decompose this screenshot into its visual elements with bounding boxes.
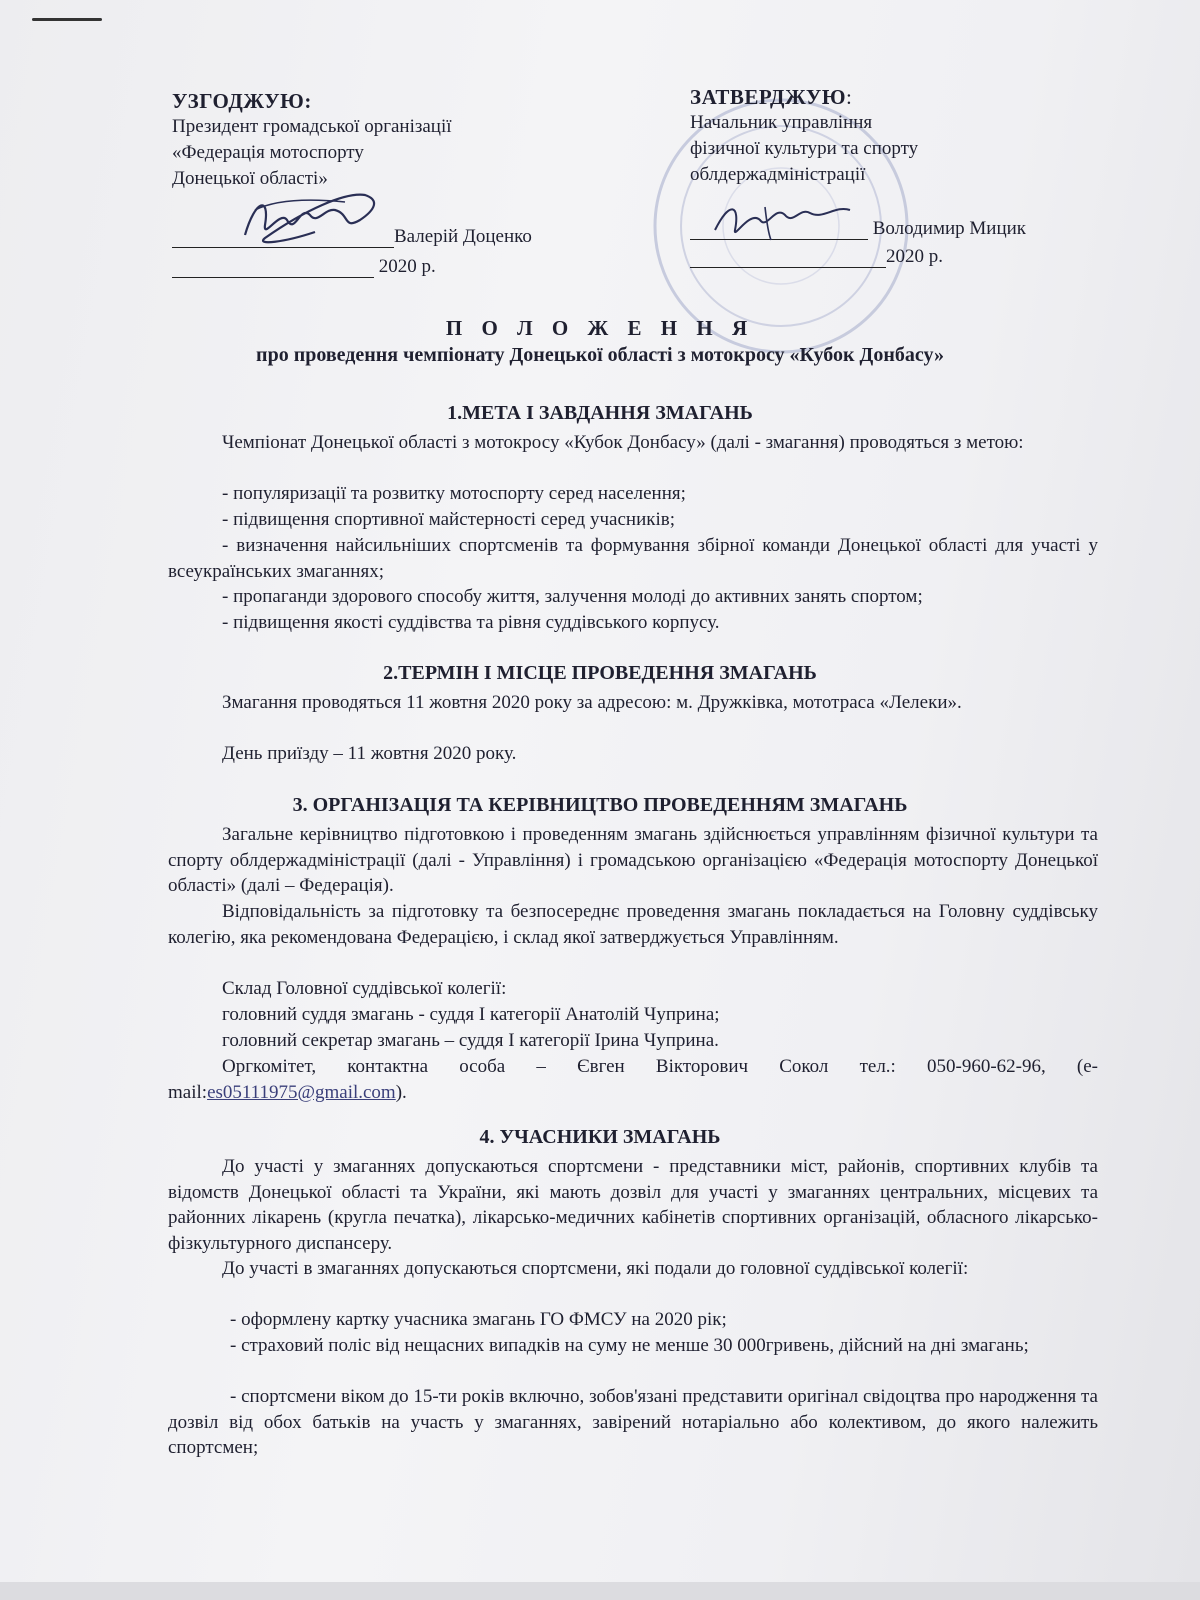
section-1-item: - підвищення якості суддівства та рівня суддівського корпусу. [222,612,720,633]
section-4-item: - страховий поліс від нещасних випадків на суму не менше 30 000гривень, дійсний на дні змагань; [230,1335,1029,1356]
section-4-heading: 4. УЧАСНИКИ ЗМАГАНЬ [479,1126,721,1148]
document-title: П О Л О Ж Е Н Н Я [445,316,755,340]
approval-right-line: фізичної культури та спорту [690,138,919,159]
section-3-paragraph: головний секретар змагань – суддя І категорії Ірина Чуприна. [222,1030,719,1051]
date-line [172,257,374,278]
approval-left-line: Президент громадської організації [172,116,452,137]
approval-left-line: «Федерація мотоспорту [172,142,364,163]
approval-right-heading-colon: : [845,85,853,109]
contact-email-link[interactable]: es05111975@gmail.com [207,1081,396,1103]
approval-right-line: Начальник управління [690,112,873,133]
approval-right-heading [690,84,918,110]
section-2-heading: 2.ТЕРМІН І МІСЦЕ ПРОВЕДЕННЯ ЗМАГАНЬ [383,662,817,684]
section-1-item: - визначення найсильніших спортсменів та формування збірної команди Донецької області для участі у всеукраїнських змаганнях; [168,535,1098,582]
approval-left-line: Донецької області» [172,168,328,189]
section-4-item: - оформлену картку учасника змагань ГО ФМСУ на 2020 рік; [230,1309,727,1330]
approval-right-date: 2020 р. [886,246,943,267]
section-3-paragraph: Склад Головної суддівської колегії: [222,978,507,999]
right-handwritten-signature [705,185,865,255]
section-4-paragraph: До участі в змаганнях допускаються спортсмени, які подали до головної суддівської колегії: [222,1258,969,1279]
section-2-paragraph: Змагання проводяться 11 жовтня 2020 року за адресою: м. Дружківка, мототраса «Лелеки». [222,692,962,713]
approval-left-heading: УЗГОДЖУЮ: [172,89,312,113]
approval-right-heading-text: ЗАТВЕРДЖУЮ [690,85,846,109]
section-1-intro: Чемпіонат Донецької області з мотокросу «Кубок Донбасу» (далі - змагання) проводяться з метою: [222,432,1024,453]
section-3-contact [168,1054,1098,1105]
approval-right-line: облдержадміністрації [690,164,866,185]
section-1-item: - підвищення спортивної майстерності серед учасників; [222,509,675,530]
section-1-item: - популяризації та розвитку мотоспорту серед населення; [222,483,686,504]
section-1-item: - пропаганди здорового способу життя, залучення молоді до активних занять спортом; [222,586,923,607]
document-subtitle: про проведення чемпіонату Донецької області з мотокросу «Кубок Донбасу» [256,344,944,366]
approval-left-signer: Валерій Доценко [394,226,532,247]
section-3-paragraph: Загальне керівництво підготовкою і проведенням змагань здійснюється управлінням фізичної культури та спорту облдержадміністрації (далі - Управління) і громадською організацією «Федерація мотоспорту Донецької області» (далі – Федерація). [168,824,1098,896]
section-4-paragraph: До участі у змаганнях допускаються спортсмени - представники міст, районів, спортивних клубів та відомств Донецької області та України, які мають дозвіл для участі у змаганнях центральних, місцевих та районних лікарень (кругла печатка), лікарсько-медичних кабінетів спортивних організацій, обласного лікарсько-фізкультурного диспансеру. [168,1156,1098,1254]
contact-text: Оргкомітет, контактна особа – Євген Вікторович Сокол тел.: 050-960-62-96, (e-mail: [168,1056,1098,1103]
left-handwritten-signature [225,180,395,260]
approval-right-signer: Володимир Мицик [872,218,1027,239]
section-2-paragraph: День приїзду – 11 жовтня 2020 року. [222,743,517,764]
section-1-heading: 1.МЕТА І ЗАВДАННЯ ЗМАГАНЬ [447,402,753,424]
section-3-paragraph: Відповідальність за підготовку та безпосереднє проведення змагань покладається на Головну суддівську колегію, яка рекомендована Федерацією, і склад якої затверджується Управлінням. [168,901,1098,948]
approval-left-date: 2020 р. [378,256,436,277]
approval-left-block [172,88,452,192]
section-3-heading: 3. ОРГАНІЗАЦІЯ ТА КЕРІВНИЦТВО ПРОВЕДЕННЯМ ЗМАГАНЬ [292,794,908,816]
section-4-item: - спортсмени віком до 15-ти років включно, зобов'язані представити оригінал свідоцтва про народження та дозвіл від обох батьків на участь у змаганнях, завірений нотаріально або колективом, до якого належить спортсмен; [168,1386,1098,1458]
page-bottom-edge [0,1582,1200,1600]
section-3-paragraph: головний суддя змагань - суддя І категорії Анатолій Чуприна; [222,1004,720,1025]
staple-mark [32,18,102,21]
contact-end: ). [395,1081,407,1103]
approval-right-block [690,84,918,188]
